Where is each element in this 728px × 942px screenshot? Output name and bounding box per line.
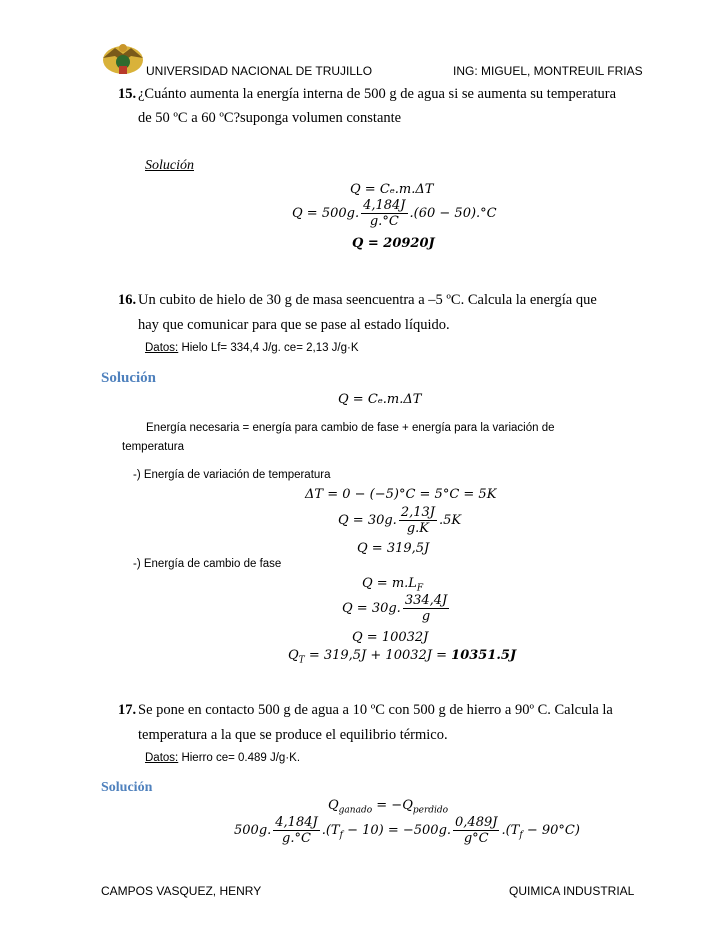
p17-eq1-sub1: ganado xyxy=(338,805,373,816)
header-university: UNIVERSIDAD NACIONAL DE TRUJILLO xyxy=(146,64,373,78)
p17-eq2-d: .(T xyxy=(501,823,520,838)
p17-eq1-sub2: perdido xyxy=(412,805,449,816)
p16-eq1: Q = Cₑ.m.ΔT xyxy=(338,392,422,407)
p17-eq2-b: .(T xyxy=(321,823,340,838)
p16-eq-dt: ΔT = 0 − (−5)°C = 5°C = 5K xyxy=(305,487,497,502)
p16-eq-f1-text: Q = m.L xyxy=(362,576,417,591)
p16-eq-total-result: 10351.5J xyxy=(451,648,517,663)
problem-15-line2: de 50 ºC a 60 ºC?suponga volumen constante xyxy=(138,110,402,126)
p17-eq2-num2: 0,489J xyxy=(455,815,498,830)
p16-eq-total-left: Q xyxy=(288,648,299,663)
problem-17-line1: Se pone en contacto 500 g de agua a 10 ºC con 500 g de hierro a 90º C. Calcula la xyxy=(138,702,613,718)
p15-eq2-right: .(60 − 50).°C xyxy=(409,206,497,221)
footer-left: CAMPOS VASQUEZ, HENRY xyxy=(101,884,262,898)
footer-right: QUIMICA INDUSTRIAL xyxy=(509,884,635,898)
p16-eq-f2-num: 334,4J xyxy=(404,593,448,608)
p15-eq2-num: 4,184J xyxy=(363,198,406,213)
p17-solucion-heading: Solución xyxy=(101,780,153,795)
p16-eq-f3: Q = 10032J xyxy=(352,630,429,645)
problem-17-number: 17. xyxy=(118,702,137,718)
problem-16-line2: hay que comunicar para que se pase al estado líquido. xyxy=(138,317,450,333)
p17-datos-label: Datos: xyxy=(145,752,179,764)
p17-eq2-den1: g.°C xyxy=(282,831,311,846)
p16-eq-q1-left: Q = 30g. xyxy=(338,513,397,528)
p16-eq-q1-right: .5K xyxy=(438,513,462,528)
p16-eq-f2-den: g xyxy=(421,609,431,624)
p16-eq-f1-sub: F xyxy=(416,583,424,594)
problem-16-datos xyxy=(145,342,359,354)
p17-eq2-e: − 90°C) xyxy=(522,823,580,838)
p16-eq-f1 xyxy=(362,576,423,594)
p16-energia-line1: Energía necesaria = energía para cambio de fase + energía para la variación de xyxy=(146,422,555,434)
p16-eq-total xyxy=(288,648,516,666)
p16-eq-q1-result: Q = 319,5J xyxy=(357,541,430,556)
p16-datos-label: Datos: xyxy=(145,342,179,354)
p17-eq2-c: − 10) = −500g. xyxy=(342,823,452,838)
p17-eq1 xyxy=(328,798,448,816)
p16-eq-q1-num: 2,13J xyxy=(400,505,435,520)
university-logo xyxy=(101,40,145,78)
p16-datos-text: Hielo Lf= 334,4 J/g. ce= 2,13 J/g·K xyxy=(178,342,359,354)
problem-16-number: 16. xyxy=(118,292,137,308)
problem-17-line2: temperatura a la que se produce el equilibrio térmico. xyxy=(138,727,448,743)
p17-eq2-fraction2 xyxy=(453,815,499,846)
p17-eq2-sub-f1: f xyxy=(339,830,343,841)
p16-eq-f2-fraction xyxy=(403,593,449,624)
p17-eq2 xyxy=(234,815,580,846)
p15-eq2-left: Q = 500g. xyxy=(292,206,360,221)
crest-icon xyxy=(101,40,145,78)
p16-var-temp-label: -) Energía de variación de temperatura xyxy=(133,469,331,481)
p16-solucion-heading: Solución xyxy=(101,370,157,386)
p17-eq2-den2: g°C xyxy=(463,831,489,846)
problem-17-datos xyxy=(145,752,300,764)
p15-eq3: Q = 20920J xyxy=(352,236,435,251)
p15-eq1: Q = Cₑ.m.ΔT xyxy=(350,182,434,197)
p16-eq-q1 xyxy=(338,505,461,536)
header-author: ING: MIGUEL, MONTREUIL FRIAS xyxy=(453,64,643,78)
problem-15-number: 15. xyxy=(118,86,137,102)
p15-eq2-den: g.°C xyxy=(369,214,399,229)
problem-15-solucion: Solución xyxy=(145,158,194,173)
problem-16-line1: Un cubito de hielo de 30 g de masa seencuentra a –5 ºC. Calcula la energía que xyxy=(138,292,597,308)
p17-datos-text: Hierro ce= 0.489 J/g·K. xyxy=(178,752,301,764)
p16-cambio-fase-label: -) Energía de cambio de fase xyxy=(133,558,282,570)
p15-eq2-fraction xyxy=(361,198,407,229)
p17-eq1-mid: = −Q xyxy=(372,798,413,813)
p17-eq1-left: Q xyxy=(328,798,339,813)
p16-eq-f2 xyxy=(342,593,451,624)
p16-eq-total-mid: = 319,5J + 10032J = xyxy=(304,648,452,663)
p16-eq-total-sub: T xyxy=(298,655,305,666)
problem-15-line1: ¿Cuánto aumenta la energía interna de 500 g de agua si se aumenta su temperatura xyxy=(138,86,617,102)
p17-eq2-a: 500g. xyxy=(234,823,272,838)
p17-eq2-num1: 4,184J xyxy=(275,815,318,830)
p17-eq2-sub-f2: f xyxy=(519,830,523,841)
p17-eq2-fraction1 xyxy=(273,815,319,846)
p15-eq2 xyxy=(292,198,497,229)
p16-eq-q1-den: g.K xyxy=(406,521,429,536)
p16-eq-f2-left: Q = 30g. xyxy=(342,601,401,616)
p16-eq-q1-fraction xyxy=(399,505,437,536)
p16-energia-line2: temperatura xyxy=(122,441,185,453)
